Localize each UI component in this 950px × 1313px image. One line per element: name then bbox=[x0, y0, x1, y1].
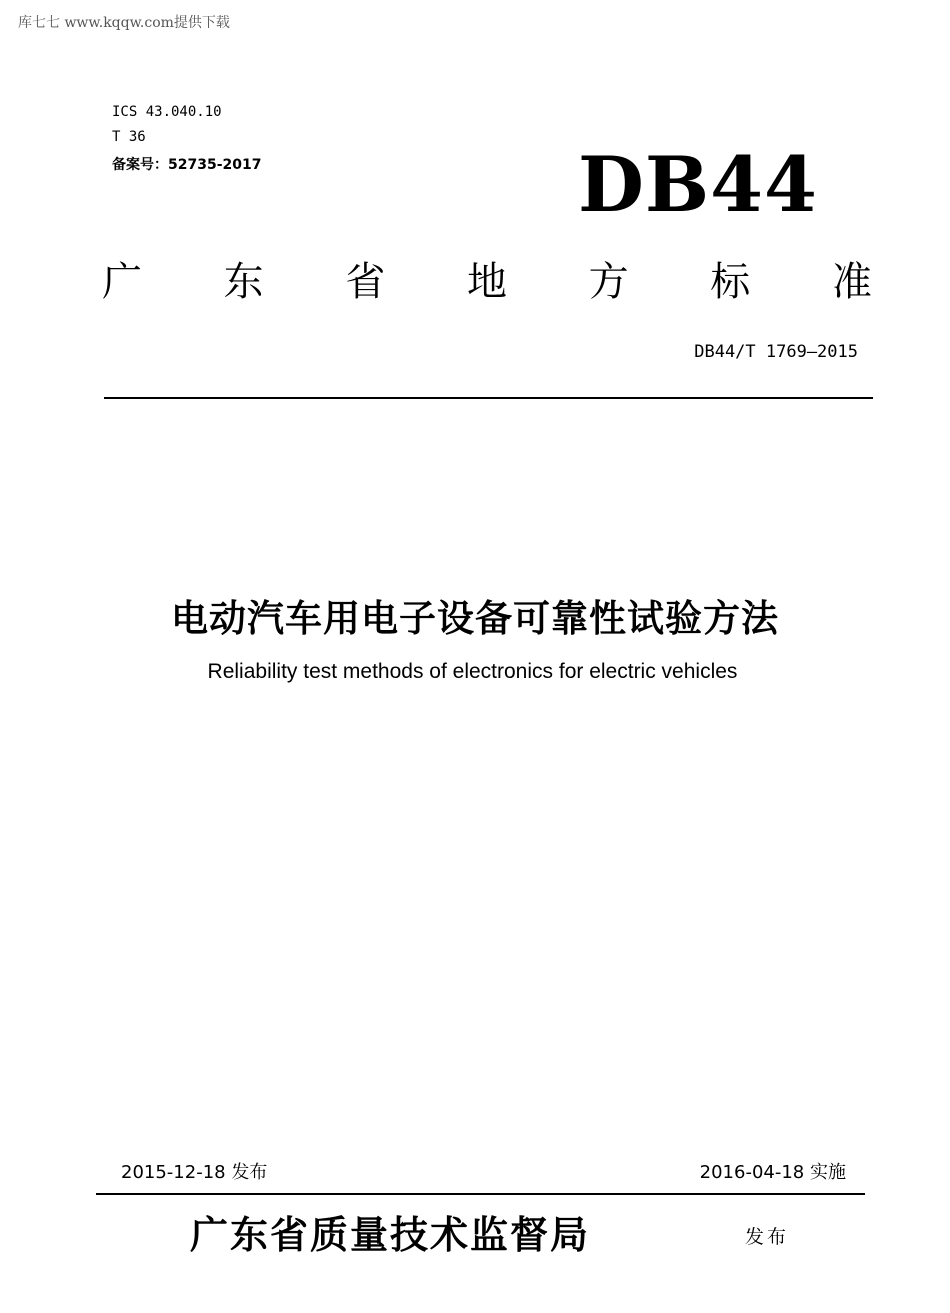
document-title-chinese: 电动汽车用电子设备可靠性试验方法 bbox=[171, 597, 779, 640]
record-number: 备案号：52735-2017 bbox=[112, 157, 262, 173]
publish-date: 2015-12-18 发布 bbox=[121, 1162, 268, 1183]
issuing-authority: 广东省质量技术监督局 bbox=[190, 1212, 591, 1257]
standard-type-char: 省 bbox=[345, 259, 386, 305]
document-title-english: Reliability test methods of electronics for electric vehicles bbox=[207, 660, 738, 683]
standard-type bbox=[102, 250, 872, 307]
ics-code: ICS 43.040.10 bbox=[112, 104, 222, 120]
standard-type-char: 标 bbox=[710, 259, 751, 305]
standard-type-char: 准 bbox=[831, 259, 872, 305]
standard-type-char: 方 bbox=[588, 259, 629, 305]
issuing-suffix: 发布 bbox=[745, 1226, 790, 1248]
standard-number: DB44/T 1769—2015 bbox=[694, 342, 858, 362]
standard-code: DB44 bbox=[578, 140, 818, 229]
standard-type-char: 地 bbox=[466, 259, 507, 305]
top-divider bbox=[104, 397, 873, 399]
implement-date: 2016-04-18 实施 bbox=[699, 1162, 846, 1183]
standard-type-char: 东 bbox=[223, 259, 264, 305]
watermark-text: 库七七 www.kqqw.com提供下载 bbox=[18, 15, 230, 31]
bottom-divider bbox=[96, 1193, 865, 1195]
standard-type-char: 广 bbox=[102, 259, 142, 305]
category-code: T 36 bbox=[112, 129, 146, 145]
